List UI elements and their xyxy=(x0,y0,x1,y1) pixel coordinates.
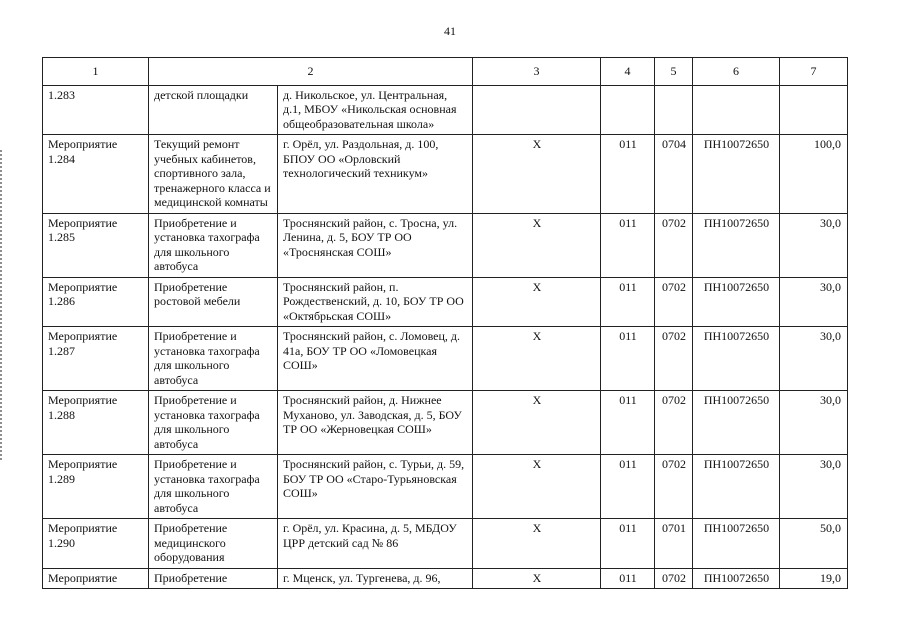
section-cell: 0702 xyxy=(655,277,693,327)
target-cell: ПН10072650 xyxy=(693,277,780,327)
target-cell: ПН10072650 xyxy=(693,213,780,277)
address-cell: г. Орёл, ул. Красина, д. 5, МБДОУ ЦРР детский сад № 86 xyxy=(278,519,473,569)
amount-cell: 30,0 xyxy=(780,277,848,327)
amount-cell xyxy=(780,85,848,135)
event-id-cell: Мероприятие 1.287 xyxy=(43,327,149,391)
budget-table xyxy=(42,57,848,589)
table-row xyxy=(43,327,848,391)
section-cell: 0702 xyxy=(655,213,693,277)
header-row xyxy=(43,58,848,86)
mark-cell: X xyxy=(473,277,601,327)
amount-cell: 100,0 xyxy=(780,135,848,214)
target-cell: ПН10072650 xyxy=(693,135,780,214)
event-name-cell: Приобретение и установка тахографа для школьного автобуса xyxy=(149,455,278,519)
table-row xyxy=(43,455,848,519)
target-cell: ПН10072650 xyxy=(693,519,780,569)
mark-cell: X xyxy=(473,327,601,391)
header-cell-3: 3 xyxy=(473,58,601,86)
mark-cell: X xyxy=(473,391,601,455)
section-cell: 0701 xyxy=(655,519,693,569)
address-cell: Троснянский район, с. Тросна, ул. Ленина, д. 5, БОУ ТР ОО «Троснянская СОШ» xyxy=(278,213,473,277)
event-name-cell: Приобретение медицинского оборудования xyxy=(149,519,278,569)
table-row xyxy=(43,519,848,569)
event-id-cell: Мероприятие xyxy=(43,568,149,589)
address-cell: г. Мценск, ул. Тургенева, д. 96, xyxy=(278,568,473,589)
mark-cell: X xyxy=(473,213,601,277)
address-cell: Троснянский район, д. Нижнее Муханово, ул. Заводская, д. 5, БОУ ТР ОО «Жерновецкая СОШ» xyxy=(278,391,473,455)
event-name-cell: детской площадки xyxy=(149,85,278,135)
amount-cell: 50,0 xyxy=(780,519,848,569)
section-cell: 0702 xyxy=(655,455,693,519)
section-cell: 0702 xyxy=(655,391,693,455)
event-name-cell: Приобретение и установка тахографа для школьного автобуса xyxy=(149,391,278,455)
code-cell: 011 xyxy=(601,135,655,214)
event-id-cell: Мероприятие 1.286 xyxy=(43,277,149,327)
event-id-cell: Мероприятие 1.288 xyxy=(43,391,149,455)
address-cell: Троснянский район, с. Ломовец, д. 41а, БОУ ТР ОО «Ломовецкая СОШ» xyxy=(278,327,473,391)
section-cell: 0704 xyxy=(655,135,693,214)
amount-cell: 30,0 xyxy=(780,391,848,455)
event-id-cell: Мероприятие 1.289 xyxy=(43,455,149,519)
target-cell: ПН10072650 xyxy=(693,391,780,455)
code-cell: 011 xyxy=(601,455,655,519)
address-cell: д. Никольское, ул. Центральная, д.1, МБОУ «Никольская основная общеобразовательная школа» xyxy=(278,85,473,135)
table-row xyxy=(43,213,848,277)
table-row xyxy=(43,85,848,135)
mark-cell xyxy=(473,85,601,135)
mark-cell: X xyxy=(473,568,601,589)
target-cell: ПН10072650 xyxy=(693,568,780,589)
event-name-cell: Приобретение и установка тахографа для школьного автобуса xyxy=(149,327,278,391)
header-cell-7: 7 xyxy=(780,58,848,86)
code-cell: 011 xyxy=(601,568,655,589)
event-name-cell: Текущий ремонт учебных кабинетов, спортивного зала, тренажерного класса и медицинской комнаты xyxy=(149,135,278,214)
table-row xyxy=(43,391,848,455)
address-cell: г. Орёл, ул. Раздольная, д. 100, БПОУ ОО «Орловский технологический техникум» xyxy=(278,135,473,214)
address-cell: Троснянский район, п. Рождественский, д. 10, БОУ ТР ОО «Октябрьская СОШ» xyxy=(278,277,473,327)
event-id-cell: Мероприятие 1.284 xyxy=(43,135,149,214)
table-row xyxy=(43,135,848,214)
code-cell: 011 xyxy=(601,277,655,327)
header-cell-6: 6 xyxy=(693,58,780,86)
mark-cell: X xyxy=(473,455,601,519)
event-id-cell: Мероприятие 1.290 xyxy=(43,519,149,569)
amount-cell: 30,0 xyxy=(780,455,848,519)
amount-cell: 30,0 xyxy=(780,213,848,277)
page-number: 41 xyxy=(444,24,456,38)
event-id-cell: 1.283 xyxy=(43,85,149,135)
code-cell xyxy=(601,85,655,135)
target-cell xyxy=(693,85,780,135)
header-cell-4: 4 xyxy=(601,58,655,86)
section-cell: 0702 xyxy=(655,568,693,589)
amount-cell: 30,0 xyxy=(780,327,848,391)
mark-cell: X xyxy=(473,135,601,214)
event-name-cell: Приобретение и установка тахографа для школьного автобуса xyxy=(149,213,278,277)
table-row xyxy=(43,277,848,327)
event-id-cell: Мероприятие 1.285 xyxy=(43,213,149,277)
code-cell: 011 xyxy=(601,519,655,569)
header-cell-1: 1 xyxy=(43,58,149,86)
amount-cell: 19,0 xyxy=(780,568,848,589)
scan-edge-marks xyxy=(0,150,7,460)
section-cell: 0702 xyxy=(655,327,693,391)
header-cell-5: 5 xyxy=(655,58,693,86)
table-body xyxy=(43,58,848,589)
header-cell-2: 2 xyxy=(149,58,473,86)
code-cell: 011 xyxy=(601,213,655,277)
event-name-cell: Приобретение ростовой мебели xyxy=(149,277,278,327)
code-cell: 011 xyxy=(601,327,655,391)
code-cell: 011 xyxy=(601,391,655,455)
target-cell: ПН10072650 xyxy=(693,455,780,519)
address-cell: Троснянский район, с. Турьи, д. 59, БОУ ТР ОО «Старо-Турьяновская СОШ» xyxy=(278,455,473,519)
table-row xyxy=(43,568,848,589)
target-cell: ПН10072650 xyxy=(693,327,780,391)
event-name-cell: Приобретение xyxy=(149,568,278,589)
mark-cell: X xyxy=(473,519,601,569)
section-cell xyxy=(655,85,693,135)
